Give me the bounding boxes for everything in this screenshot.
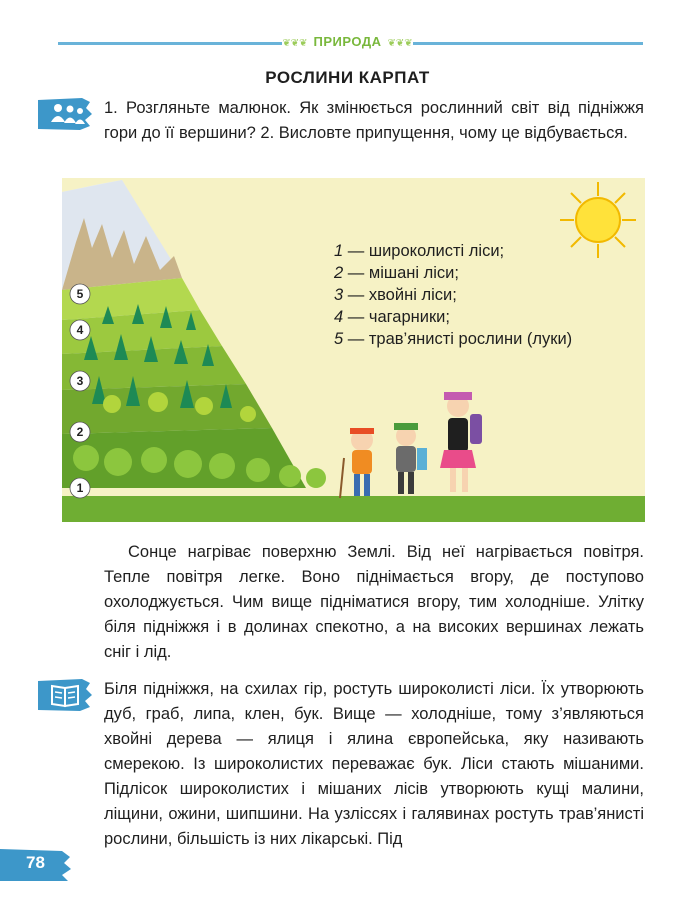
zone-legend xyxy=(334,240,572,350)
zone-marker-5: 5 xyxy=(76,287,84,301)
paragraph-text: Сонце нагріває поверхню Землі. Від неї нагрівається повітря. Тепле повітря легке. Воно піднімається вгору, де поступово охолоджується. Чим вище підніматися вгору, тим холодніше. Улітку біля підніжжя і в долинах спекотно, а на високих вершинах лежать сніг і лід. xyxy=(104,543,644,661)
leaf-ornament-right: ❦❦❦ xyxy=(387,38,413,49)
section-title: ПРИРОДА xyxy=(308,34,388,49)
page-number: 78 xyxy=(26,853,45,872)
legend-num: 2 xyxy=(334,264,344,282)
legend-num: 5 xyxy=(334,330,344,348)
zone-marker-3: 3 xyxy=(76,374,84,388)
page-title: РОСЛИНИ КАРПАТ xyxy=(265,68,430,87)
legend-text: — хвойні ліси; xyxy=(343,286,457,304)
hikers xyxy=(340,392,482,498)
paragraph-text: Біля підніжжя, на схилах гір, ростуть широколисті ліси. Їх утворюють дуб, граб, липа, клен, бук. Вище — холодніше, тому з’являються хвойні дерева — ялиця і ялина європейська, яку називають смерекою. Із широколистих переважає бук. Ліси стають мішаними. Підлісок широколистих і мішаних лісів утворюють кущі малини, ліщини, ожини, шипшини. На узліссях і галявинах ростуть трав’янисті рослини, більшість із них лікарські. Під xyxy=(104,680,644,848)
legend-num: 3 xyxy=(334,286,344,304)
paragraph-heat xyxy=(104,540,644,665)
legend-item xyxy=(334,284,572,306)
section-header xyxy=(0,33,695,51)
paragraph-zones xyxy=(104,677,644,852)
legend-item xyxy=(334,240,572,262)
page-number-tab xyxy=(0,849,72,881)
legend-num: 4 xyxy=(334,308,344,326)
legend-text: — мішані ліси; xyxy=(343,264,459,282)
task-text: 1. Розгляньте малюнок. Як змінюється рослинний світ від підніжжя гори до її вершини? 2. Висловте припущення, чому це відбувається. xyxy=(104,99,644,142)
legend-item xyxy=(334,306,572,328)
legend-item xyxy=(334,328,572,350)
zone-marker-1: 1 xyxy=(76,481,84,495)
mountain xyxy=(62,180,326,488)
legend-text: — чагарники; xyxy=(343,308,450,326)
legend-num: 1 xyxy=(334,242,344,260)
mountain-illustration xyxy=(62,178,645,522)
legend-text: — широколисті ліси; xyxy=(343,242,505,260)
legend-text: — трав’янисті рослини (луки) xyxy=(343,330,573,348)
legend-item xyxy=(334,262,572,284)
zone-marker-4: 4 xyxy=(76,323,84,337)
open-book-icon xyxy=(38,677,94,713)
leaf-ornament-left: ❦❦❦ xyxy=(282,38,308,49)
zone-marker-2: 2 xyxy=(76,425,84,439)
ground xyxy=(62,496,645,522)
group-people-icon xyxy=(38,96,94,132)
